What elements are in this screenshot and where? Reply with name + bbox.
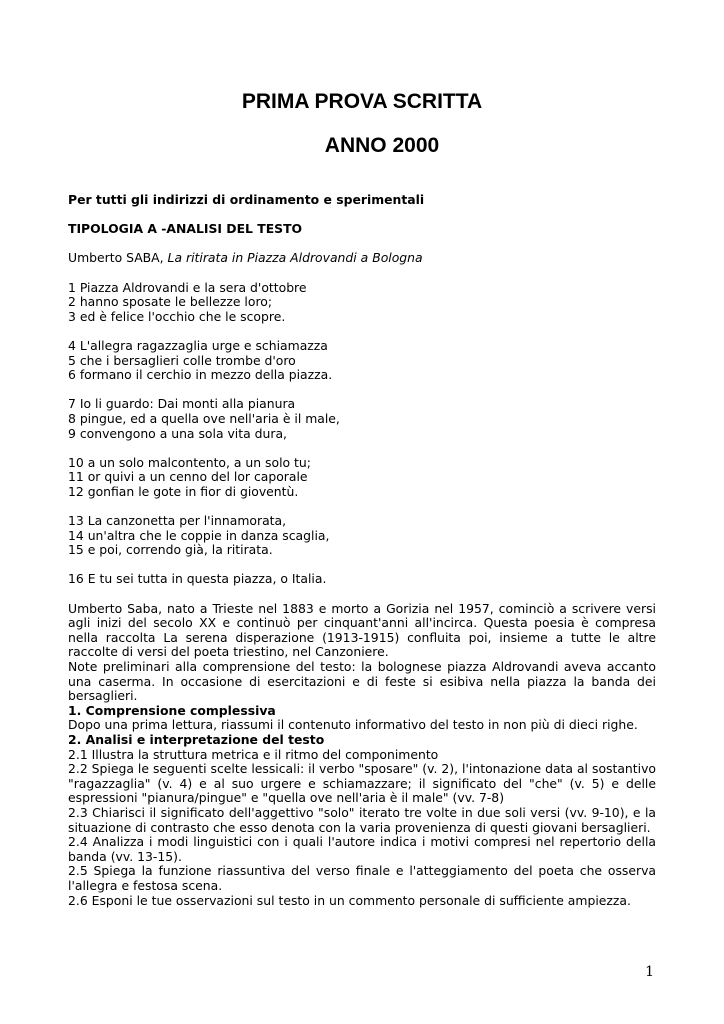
poem-stanza: 10 a un solo malcontento, a un solo tu; 11 or quivi a un cenno del lor caporale 12 gonfian le gote in fior di gioventù. bbox=[68, 454, 311, 499]
section1-heading: 1. Comprensione complessiva bbox=[68, 702, 276, 718]
preliminary-note: Note preliminari alla comprensione del testo: la bolognese piazza Aldrovandi aveva accanto una caserma. In occasione di esercitazioni e di feste si esibiva nella piazza la banda dei bersaglieri. bbox=[68, 659, 656, 704]
poem-title: La ritirata in Piazza Aldrovandi a Bologna bbox=[167, 250, 423, 266]
question-item: 2.1 Illustra la struttura metrica e il ritmo del componimento bbox=[68, 746, 439, 762]
question-item: 2.3 Chiarisci il significato dell'aggettivo "solo" iterato tre volte in due soli versi (vv. 9-10), e la situazione di contrasto che esso denota con la varia provenienza di questi giovani bersaglieri. bbox=[68, 804, 656, 835]
author-bio: Umberto Saba, nato a Trieste nel 1883 e morto a Gorizia nel 1957, cominciò a scrivere versi agli inizi del secolo XX e continuò per cinquant'anni all'incirca. Questa poesia è compresa nella raccolta La serena disperazione (1913-1915) confluita poi, insieme a tutte le altre raccolte di versi del poeta triestino, nel Canzoniere. bbox=[68, 600, 656, 660]
page-subtitle-year: ANNO 2000 bbox=[324, 134, 440, 157]
poem-stanza: 1 Piazza Aldrovandi e la sera d'ottobre 2 hanno sposate le bellezze loro; 3 ed è felice l'occhio che le scopre. bbox=[68, 279, 307, 324]
question-item: 2.5 Spiega la funzione riassuntiva del verso finale e l'atteggiamento del poeta che osserva l'allegra e festosa scena. bbox=[68, 863, 656, 893]
poem-stanza: 4 L'allegra ragazzaglia urge e schiamazza 5 che i bersaglieri colle trombe d'oro 6 formano il cerchio in mezzo della piazza. bbox=[68, 337, 333, 383]
section2-heading: 2. Analisi e interpretazione del testo bbox=[68, 731, 325, 747]
question-item: 2.2 Spiega le seguenti scelte lessicali: il verbo "sposare" (v. 2), l'intonazione data al sostantivo "ragazzaglia" (v. 4) e al suo urgere e schiamazzare; il significato del "che" (v. 5) e delle espressioni "pianura/pingue" e "quella ove nell'aria è il male" (vv. 7-8) bbox=[68, 761, 656, 806]
question-item: 2.4 Analizza i modi linguistici con i quali l'autore indica i motivi compresi nel repertorio della banda (vv. 13-15). bbox=[68, 834, 656, 864]
audience-heading: Per tutti gli indirizzi di ordinamento e sperimentali bbox=[68, 192, 425, 207]
poem-stanza: 7 Io li guardo: Dai monti alla pianura 8 pingue, ed a quella ove nell'aria è il male, 9 convengono a una sola vita dura, bbox=[68, 396, 340, 441]
poem-author: Umberto SABA, bbox=[68, 250, 164, 266]
question-item: 2.6 Esponi le tue osservazioni sul testo in un commento personale di sufficiente ampiezza. bbox=[68, 892, 631, 908]
tipologia-heading: TIPOLOGIA A -ANALISI DEL TESTO bbox=[68, 221, 303, 237]
poem-attribution bbox=[68, 251, 656, 266]
page-number: 1 bbox=[645, 964, 654, 980]
page-title: PRIMA PROVA SCRITTA bbox=[241, 90, 483, 113]
poem-stanza: 16 E tu sei tutta in questa piazza, o Italia. bbox=[68, 571, 327, 587]
document-body bbox=[68, 193, 656, 908]
poem-stanza: 13 La canzonetta per l'innamorata, 14 un'altra che le coppie in danza scaglia, 15 e poi, correndo già, la ritirata. bbox=[68, 513, 330, 558]
section1-text: Dopo una prima lettura, riassumi il contenuto informativo del testo in non più di dieci righe. bbox=[68, 717, 638, 733]
